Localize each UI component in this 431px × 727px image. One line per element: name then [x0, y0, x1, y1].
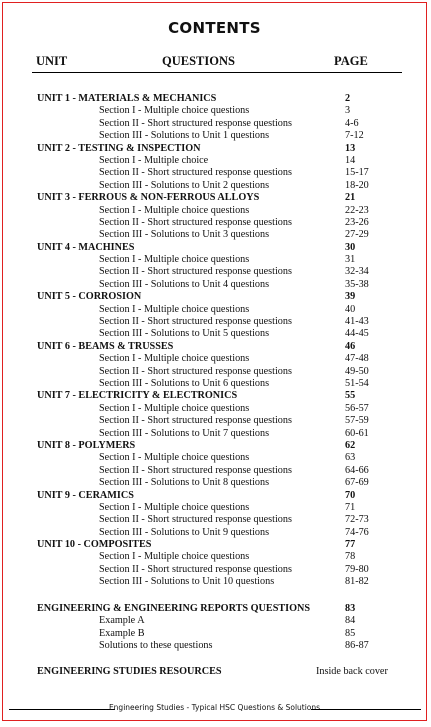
unit-page: 30 — [345, 241, 356, 253]
section-page: 18-20 — [345, 179, 369, 191]
section-label: Section III - Solutions to Unit 6 questions — [99, 377, 270, 389]
unit-label: ENGINEERING & ENGINEERING REPORTS QUESTIONS — [37, 603, 311, 614]
page-footer — [3, 703, 426, 715]
section-page: 64-66 — [345, 464, 369, 476]
section-label: Section I - Multiple choice questions — [99, 551, 250, 563]
section-label: Section I - Multiple choice questions — [99, 204, 250, 216]
unit-page: 55 — [345, 390, 356, 402]
toc-section-row[interactable] — [37, 502, 407, 514]
section-page: 84 — [345, 615, 356, 627]
unit-label: UNIT 9 - CERAMICS — [37, 489, 134, 501]
unit-page: 62 — [345, 439, 356, 451]
section-page: 7-12 — [345, 130, 364, 142]
section-page: 56-57 — [345, 402, 369, 414]
section-label: Section I - Multiple choice questions — [99, 353, 250, 365]
section-page: 74-76 — [345, 526, 369, 538]
unit-label: UNIT 5 - CORROSION — [37, 291, 142, 303]
section-label: Section II - Short structured response questions — [99, 316, 292, 328]
toc-section-row[interactable] — [37, 640, 407, 652]
unit-label: UNIT 3 - FERROUS & NON-FERROUS ALLOYS — [37, 192, 260, 204]
section-label: Section I - Multiple choice questions — [99, 501, 250, 513]
toc-section-row[interactable] — [37, 564, 407, 576]
extra-section — [37, 603, 407, 653]
toc-unit-row[interactable] — [37, 440, 407, 452]
toc-unit-row[interactable] — [37, 93, 407, 105]
unit-label: UNIT 8 - POLYMERS — [37, 439, 136, 451]
unit-page: 2 — [345, 93, 351, 104]
section-label: Section III - Solutions to Unit 1 questions — [99, 130, 270, 142]
section-page: 41-43 — [345, 316, 369, 328]
toc-unit-row[interactable] — [37, 603, 407, 615]
section-page: 86-87 — [345, 640, 369, 652]
section-page: 32-34 — [345, 266, 369, 278]
unit-page: 70 — [345, 489, 356, 501]
section-page: 72-73 — [345, 514, 369, 526]
toc-unit-row[interactable] — [37, 143, 407, 155]
toc-section-row[interactable] — [37, 328, 407, 340]
unit-page: 21 — [345, 192, 356, 204]
toc-unit-row[interactable] — [37, 390, 407, 402]
section-page: 40 — [345, 303, 356, 315]
toc-section-row[interactable] — [37, 279, 407, 291]
toc-section-row[interactable] — [37, 576, 407, 588]
section-label: Example B — [99, 627, 145, 639]
toc-section-row[interactable] — [37, 254, 407, 266]
section-label: Section III - Solutions to Unit 10 questions — [99, 576, 275, 588]
section-page: 81-82 — [345, 576, 369, 588]
unit-label: UNIT 4 - MACHINES — [37, 241, 135, 253]
section-page: 71 — [345, 501, 356, 513]
toc-section-row[interactable] — [37, 130, 407, 142]
section-label: Section II - Short structured response questions — [99, 216, 292, 228]
section-page: 3 — [345, 105, 351, 117]
section-page: 79-80 — [345, 563, 369, 575]
section-page: 23-26 — [345, 216, 369, 228]
section-page: 63 — [345, 452, 356, 464]
toc-unit-row[interactable] — [37, 192, 407, 204]
section-page: 4-6 — [345, 117, 359, 129]
section-label: Section I - Multiple choice questions — [99, 105, 250, 117]
toc-section-row[interactable] — [37, 167, 407, 179]
section-label: Section II - Short structured response questions — [99, 266, 292, 278]
toc-section-row[interactable] — [37, 304, 407, 316]
toc-section-row[interactable] — [37, 514, 407, 526]
contents-page — [2, 2, 427, 721]
unit-label: UNIT 6 - BEAMS & TRUSSES — [37, 340, 174, 352]
header-page: PAGE — [334, 54, 368, 68]
toc-section-row[interactable] — [37, 266, 407, 278]
toc-section-row[interactable] — [37, 118, 407, 130]
toc-section-row[interactable] — [37, 465, 407, 477]
toc-list — [37, 93, 407, 589]
section-page: 49-50 — [345, 365, 369, 377]
section-label: Section III - Solutions to Unit 2 questions — [99, 179, 270, 191]
unit-label: UNIT 2 - TESTING & INSPECTION — [37, 142, 201, 154]
section-page: 85 — [345, 627, 356, 639]
section-label: Section III - Solutions to Unit 5 questions — [99, 328, 270, 340]
resources-label: ENGINEERING STUDIES RESOURCES — [37, 666, 222, 677]
resources-row[interactable] — [37, 665, 407, 678]
unit-page: 46 — [345, 340, 356, 352]
section-label: Section II - Short structured response questions — [99, 563, 292, 575]
toc-section-row[interactable] — [37, 415, 407, 427]
toc-unit-row[interactable] — [37, 242, 407, 254]
section-label: Section II - Short structured response questions — [99, 464, 292, 476]
toc-section-row[interactable] — [37, 217, 407, 229]
section-label: Section I - Multiple choice questions — [99, 402, 250, 414]
toc-unit-row[interactable] — [37, 291, 407, 303]
section-label: Section I - Multiple choice questions — [99, 303, 250, 315]
section-label: Section II - Short structured response questions — [99, 167, 292, 179]
section-label: Section I - Multiple choice questions — [99, 254, 250, 266]
toc-section-row[interactable] — [37, 180, 407, 192]
toc-section-row[interactable] — [37, 229, 407, 241]
section-page: 35-38 — [345, 278, 369, 290]
section-label: Section II - Short structured response questions — [99, 415, 292, 427]
section-label: Section III - Solutions to Unit 4 questions — [99, 278, 270, 290]
toc-unit-row[interactable] — [37, 539, 407, 551]
section-label: Section II - Short structured response questions — [99, 365, 292, 377]
toc-section-row[interactable] — [37, 527, 407, 539]
footer-rule-right — [311, 709, 421, 710]
toc-section-row[interactable] — [37, 378, 407, 390]
toc-section-row[interactable] — [37, 477, 407, 489]
unit-label: UNIT 10 - COMPOSITES — [37, 539, 152, 551]
section-page: 31 — [345, 254, 356, 266]
toc-unit-row[interactable] — [37, 341, 407, 353]
unit-page: 13 — [345, 142, 356, 154]
toc-section-row[interactable] — [37, 316, 407, 328]
toc-section-row[interactable] — [37, 205, 407, 217]
section-page: 14 — [345, 154, 356, 166]
unit-page: 39 — [345, 291, 356, 303]
section-label: Section III - Solutions to Unit 9 questions — [99, 526, 270, 538]
section-label: Solutions to these questions — [99, 640, 213, 652]
section-page: 60-61 — [345, 427, 369, 439]
toc-section-row[interactable] — [37, 615, 407, 627]
table-header — [32, 54, 402, 73]
header-unit: UNIT — [36, 54, 68, 68]
unit-label: UNIT 7 - ELECTRICITY & ELECTRONICS — [37, 390, 238, 402]
toc-section-row[interactable] — [37, 428, 407, 440]
footer-text: Engineering Studies - Typical HSC Questions & Solutions — [108, 703, 321, 712]
section-label: Section III - Solutions to Unit 3 questions — [99, 229, 270, 241]
section-label: Example A — [99, 615, 145, 627]
toc-unit-row[interactable] — [37, 490, 407, 502]
page-title: CONTENTS — [168, 19, 261, 37]
section-page: 27-29 — [345, 229, 369, 241]
toc-section-row[interactable] — [37, 155, 407, 167]
section-label: Section I - Multiple choice questions — [99, 452, 250, 464]
section-page: 67-69 — [345, 477, 369, 489]
toc-section-row[interactable] — [37, 628, 407, 640]
toc-section-row[interactable] — [37, 366, 407, 378]
section-label: Section II - Short structured response questions — [99, 117, 292, 129]
section-page: 47-48 — [345, 353, 369, 365]
unit-label: UNIT 1 - MATERIALS & MECHANICS — [37, 93, 217, 104]
section-page: 44-45 — [345, 328, 369, 340]
toc-section-row[interactable] — [37, 403, 407, 415]
section-label: Section III - Solutions to Unit 8 questions — [99, 477, 270, 489]
section-page: 22-23 — [345, 204, 369, 216]
unit-page: 83 — [345, 603, 356, 614]
toc-section-row[interactable] — [37, 105, 407, 117]
unit-page: 77 — [345, 539, 356, 551]
section-page: 78 — [345, 551, 356, 563]
resources-page: Inside back cover — [316, 666, 388, 677]
section-page: 51-54 — [345, 377, 369, 389]
header-questions: QUESTIONS — [162, 54, 235, 68]
toc-section-row[interactable] — [37, 452, 407, 464]
section-label: Section I - Multiple choice — [99, 154, 209, 166]
section-label: Section III - Solutions to Unit 7 questions — [99, 427, 270, 439]
toc-section-row[interactable] — [37, 551, 407, 563]
section-page: 15-17 — [345, 167, 369, 179]
section-label: Section II - Short structured response questions — [99, 514, 292, 526]
section-page: 57-59 — [345, 415, 369, 427]
toc-section-row[interactable] — [37, 353, 407, 365]
